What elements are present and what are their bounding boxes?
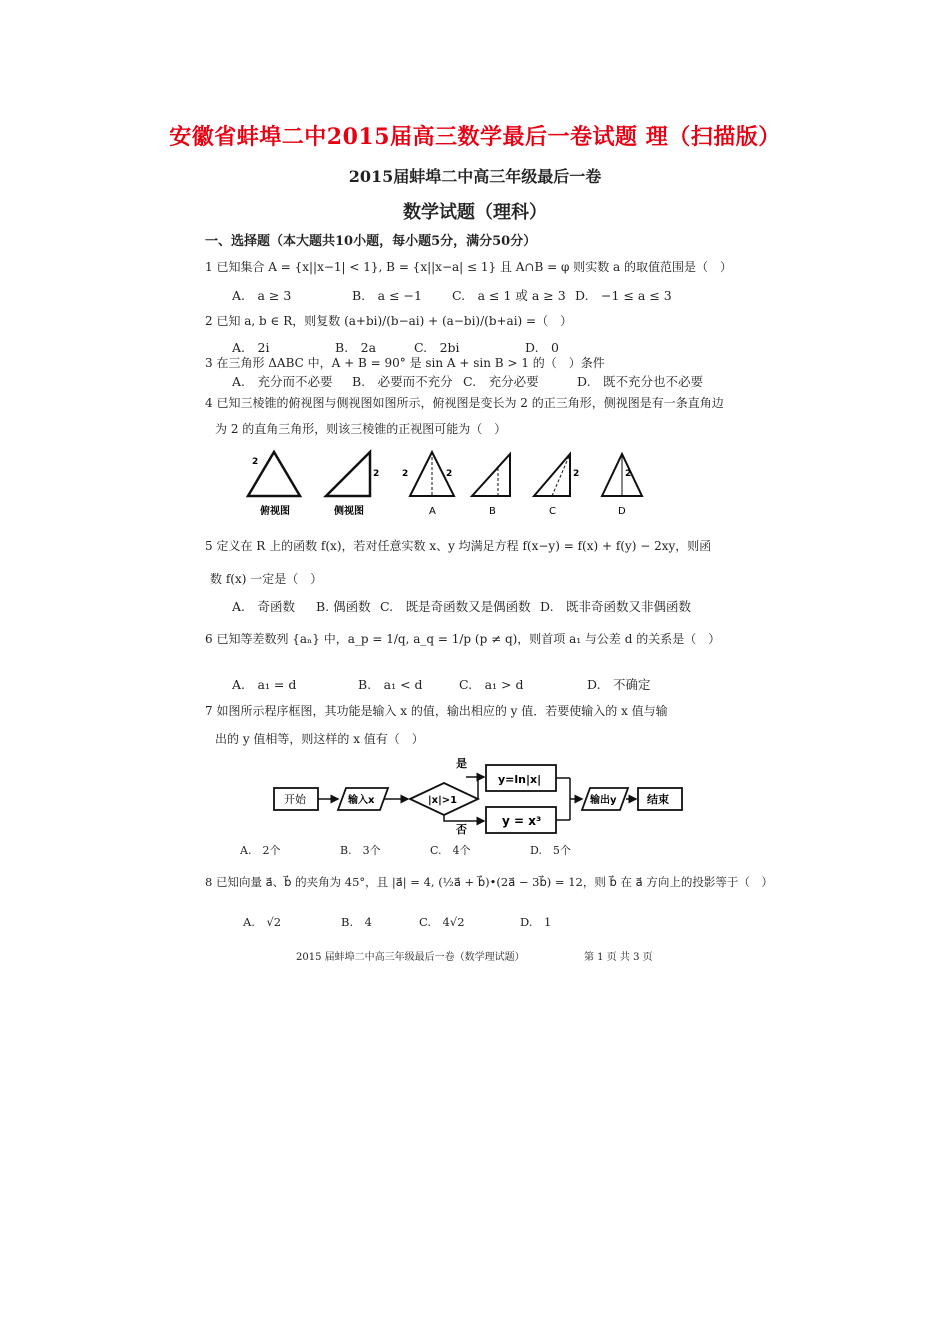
q1-option-b: B. a ≤ −1: [352, 288, 422, 303]
input-label: 输入x: [348, 795, 375, 806]
q6-option-a: A. a₁ = d: [232, 677, 297, 692]
q2-option-a: A. 2i: [232, 340, 270, 355]
condition-label: |x|>1: [428, 795, 458, 806]
q5-option-d: D. 既非奇函数又非偶函数: [540, 599, 692, 614]
branch-yes-label: y=ln|x|: [498, 773, 542, 786]
question-4-stem-line1: 4 已知三棱锥的俯视图与侧视图如图所示，俯视图是变长为 2 的正三角形，侧视图是有一条直角边: [205, 396, 724, 410]
q6-option-d: D. 不确定: [587, 677, 651, 692]
question-5-stem-line2: 数 f(x) 一定是（ ）: [210, 572, 323, 586]
q1-option-c: C. a ≤ 1 或 a ≥ 3: [452, 288, 566, 303]
q3-option-c: C. 充分必要: [463, 374, 539, 389]
label-d: D: [618, 506, 626, 517]
dim-label: 2: [402, 469, 409, 479]
q5-option-c: C. 既是奇函数又是偶函数: [380, 599, 531, 614]
dim-label: 2: [573, 469, 580, 479]
label-top-view: 俯视图: [260, 506, 290, 517]
label-side-view: 侧视图: [334, 506, 364, 517]
q2-option-d: D. 0: [525, 340, 560, 355]
exam-title: 2015届蚌埠二中高三年级最后一卷: [348, 167, 602, 186]
output-label: 输出y: [590, 795, 617, 806]
yes-label: 是: [456, 757, 467, 770]
q8-option-d: D. 1: [520, 915, 552, 929]
question-4-stem-line2: 为 2 的直角三角形，则该三棱锥的正视图可能为（ ）: [215, 422, 507, 436]
label-c: C: [549, 506, 556, 517]
q8-option-b: B. 4: [341, 915, 372, 929]
q8-option-a: A. √2: [243, 915, 282, 929]
branch-no-label: y = x³: [502, 814, 542, 828]
q6-option-c: C. a₁ > d: [459, 677, 524, 692]
question-5-stem-line1: 5 定义在 R 上的函数 f(x)，若对任意实数 x、y 均满足方程 f(x−y) = f(x) + f(y) − 2xy，则函: [205, 539, 712, 553]
q2-option-b: B. 2a: [335, 340, 377, 355]
document-title: 安徽省蚌埠二中2015届高三数学最后一卷试题 理（扫描版）: [169, 124, 781, 150]
q7-option-d: D. 5个: [530, 844, 571, 857]
q3-option-d: D. 既不充分也不必要: [577, 374, 704, 389]
side-view-triangle: [326, 452, 370, 496]
question-7-stem-line2: 出的 y 值相等，则这样的 x 值有（ ）: [215, 732, 424, 746]
no-label: 否: [456, 823, 467, 836]
label-b: B: [489, 506, 496, 517]
dim-label: 2: [373, 469, 380, 479]
q5-option-b: B. 偶函数: [316, 599, 371, 614]
dim-label: 2: [252, 457, 259, 467]
q7-option-c: C. 4个: [430, 844, 471, 857]
q7-flowchart: [270, 755, 690, 837]
question-6-stem: 6 已知等差数列 {aₙ} 中，a_p = 1/q, a_q = 1/p (p ≠ q)，则首项 a₁ 与公差 d 的关系是（ ）: [205, 632, 721, 646]
question-2-stem: 2 已知 a, b ∈ R，则复数 (a+bi)/(b−ai) + (a−bi)/(b+ai) =（ ）: [205, 314, 573, 328]
q3-option-a: A. 充分而不必要: [232, 374, 333, 389]
option-c-figure: [534, 454, 570, 496]
q1-option-a: A. a ≥ 3: [232, 288, 292, 303]
q5-option-a: A. 奇函数: [232, 599, 296, 614]
footer-title: 2015 届蚌埠二中高三年级最后一卷（数学理试题）: [296, 952, 525, 963]
q8-option-c: C. 4√2: [419, 915, 465, 929]
q1-option-d: D. −1 ≤ a ≤ 3: [575, 288, 672, 303]
footer-page: 第 1 页 共 3 页: [584, 952, 653, 963]
question-3-stem: 3 在三角形 ΔABC 中，A + B = 90° 是 sin A + sin B > 1 的（ ）条件: [205, 356, 605, 370]
section-heading: 一、选择题（本大题共10小题，每小题5分，满分50分）: [205, 234, 537, 249]
label-a: A: [429, 506, 436, 517]
q7-option-a: A. 2个: [240, 844, 281, 857]
q7-option-b: B. 3个: [340, 844, 381, 857]
q2-option-c: C. 2bi: [414, 340, 460, 355]
q6-option-b: B. a₁ < d: [358, 677, 423, 692]
dim-label: 2: [625, 469, 632, 479]
q4-figures: [240, 448, 660, 526]
question-8-stem: 8 已知向量 a⃗、b⃗ 的夹角为 45°，且 |a⃗| = 4, (½a⃗ + b⃗)•(2a⃗ − 3b⃗) = 12，则 b⃗ 在 a⃗ 方向上的投影等于（ ）: [205, 875, 773, 889]
subject-title: 数学试题（理科）: [403, 202, 547, 223]
end-label: 结束: [647, 793, 669, 806]
dim-label: 2: [446, 469, 453, 479]
question-7-stem-line1: 7 如图所示程序框图，其功能是输入 x 的值，输出相应的 y 值．若要使输入的 x 值与输: [205, 704, 668, 718]
question-1-stem: 1 已知集合 A = {x||x−1| < 1}, B = {x||x−a| ≤ 1} 且 A∩B = φ 则实数 a 的取值范围是（ ）: [205, 260, 732, 274]
start-label: 开始: [284, 793, 306, 806]
q3-option-b: B. 必要而不充分: [352, 374, 453, 389]
